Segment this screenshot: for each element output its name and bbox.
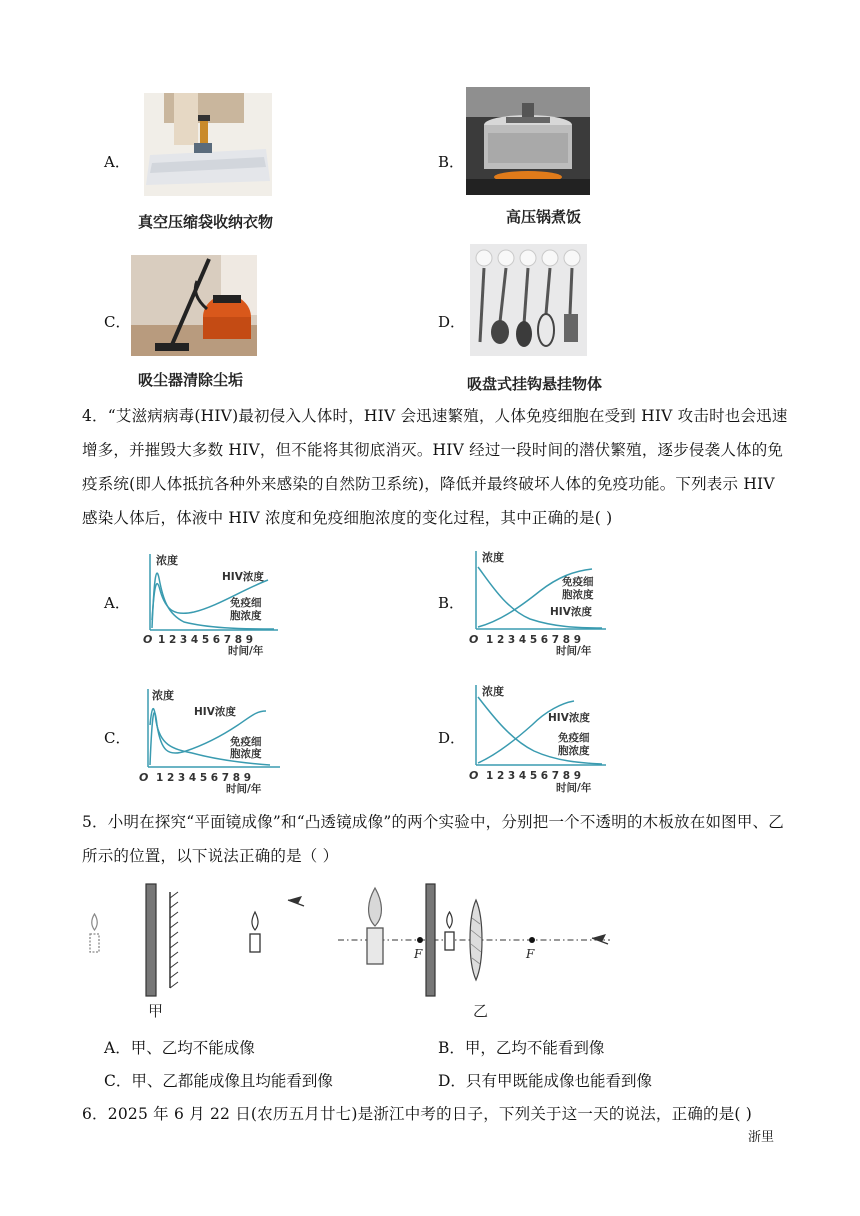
chart-origin: O bbox=[469, 633, 479, 646]
dim-candle-icon bbox=[90, 914, 99, 952]
immune-label-1: 免疫细 bbox=[562, 576, 594, 588]
fig-yi-label: 乙 bbox=[473, 1002, 489, 1020]
q5-line-2: 所示的位置，以下说法正确的是（ ） bbox=[82, 847, 339, 865]
pressure-cooker-photo bbox=[466, 87, 590, 195]
chart-ticks: 1 2 3 4 5 6 7 8 9 bbox=[158, 634, 253, 646]
fig-yi-group bbox=[338, 884, 610, 1020]
focal-label-left: F bbox=[414, 947, 423, 961]
chart-ticks: 1 2 3 4 5 6 7 8 9 bbox=[156, 772, 251, 784]
q3-option-c-letter: C． bbox=[104, 313, 131, 331]
focal-label-right: F bbox=[526, 947, 535, 961]
hiv-label: HIV浓度 bbox=[550, 606, 592, 618]
q4-line-4: 感染人体后，体液中 HIV 浓度和免疫细胞浓度的变化过程，其中正确的是( ) bbox=[82, 509, 613, 527]
q3-option-b-caption: 高压锅煮饭 bbox=[506, 208, 582, 226]
q5-answer-c bbox=[104, 1069, 333, 1091]
chart-ticks: 1 2 3 4 5 6 7 8 9 bbox=[486, 770, 581, 782]
convex-lens bbox=[470, 900, 482, 980]
hiv-label: HIV浓度 bbox=[222, 571, 264, 583]
q6-question: 6．2025 年 6 月 22 日(农历五月廿七)是浙江中考的日子，下列关于这一天的说法，正确的是( ) bbox=[82, 1105, 753, 1123]
immune-label-1: 免疫细 bbox=[230, 597, 262, 609]
chart-ticks: 1 2 3 4 5 6 7 8 9 bbox=[486, 634, 581, 646]
chart-origin: O bbox=[139, 771, 149, 784]
chart-ylabel: 浓度 bbox=[482, 685, 504, 698]
q5-line-1: 5．小明在探究“平面镜成像”和“凸透镜成像”的两个实验中，分别把一个不透明的木板放在如图甲、乙 bbox=[82, 813, 784, 831]
chart-xlabel: 时间/年 bbox=[226, 783, 262, 795]
chart-xlabel: 时间/年 bbox=[228, 645, 264, 657]
q5-figure bbox=[80, 878, 620, 1023]
immune-label-1: 免疫细 bbox=[558, 732, 590, 744]
chart-origin: O bbox=[469, 769, 479, 782]
opaque-board bbox=[146, 884, 156, 996]
immune-label-2: 胞浓度 bbox=[230, 748, 262, 760]
q5-answer-c-text: 甲、乙都能成像且均能看到像 bbox=[131, 1072, 333, 1090]
immune-label-2: 胞浓度 bbox=[562, 589, 594, 601]
footer-text: 浙里 bbox=[748, 1130, 775, 1145]
q4-option-b-letter: B． bbox=[438, 594, 465, 612]
q4-question bbox=[82, 399, 802, 535]
q4-line-1: 4．“艾滋病病毒(HIV)最初侵入人体时，HIV 会迅速繁殖，人体免疫细胞在受到 HIV 攻击时也会迅速 bbox=[82, 407, 788, 425]
q5-answer-a bbox=[104, 1036, 255, 1058]
suction-hooks-photo bbox=[470, 244, 587, 356]
q4-option-a-letter: A． bbox=[104, 594, 130, 612]
eye-icon bbox=[592, 934, 608, 944]
q3-option-d-caption: 吸盘式挂钩悬挂物体 bbox=[467, 375, 603, 393]
q4-line-2: 增多，并摧毁大多数 HIV，但不能将其彻底消灭。HIV 经过一段时间的潜伏繁殖，逐步侵袭人体的免 bbox=[82, 441, 784, 459]
q3-option-a-caption: 真空压缩袋收纳衣物 bbox=[138, 213, 274, 231]
small-candle-icon bbox=[445, 912, 454, 950]
chart-xlabel: 时间/年 bbox=[556, 782, 592, 794]
vacuum-cleaner-photo bbox=[131, 255, 257, 356]
immune-label-2: 胞浓度 bbox=[558, 745, 590, 757]
immune-label-1: 免疫细 bbox=[230, 736, 262, 748]
q5-answer-c-letter: C． bbox=[104, 1072, 132, 1090]
immune-label-2: 胞浓度 bbox=[230, 610, 262, 622]
q5-answer-b bbox=[438, 1036, 604, 1058]
chart-ylabel: 浓度 bbox=[156, 554, 178, 567]
hiv-label: HIV浓度 bbox=[194, 706, 236, 718]
eye-icon bbox=[288, 896, 304, 906]
fig-jia-label: 甲 bbox=[148, 1002, 164, 1020]
focal-point-right bbox=[529, 937, 535, 943]
q3-option-d-letter: D． bbox=[438, 313, 466, 331]
q5-answer-b-text: 甲，乙均不能看到像 bbox=[464, 1039, 605, 1057]
q5-answer-a-text: 甲、乙均不能成像 bbox=[130, 1039, 255, 1057]
opaque-board-yi bbox=[426, 884, 435, 996]
chart-origin: O bbox=[143, 633, 153, 646]
chart-ylabel: 浓度 bbox=[482, 551, 504, 564]
q4-line-3: 疫系统(即人体抵抗各种外来感染的自然防卫系统)，降低并最终破坏人体的免疫功能。下列表示 HIV bbox=[82, 475, 775, 493]
q5-answer-b-letter: B． bbox=[438, 1039, 465, 1057]
chart-ylabel: 浓度 bbox=[152, 689, 174, 702]
focal-point-left bbox=[417, 937, 423, 943]
q4-chart-a bbox=[138, 550, 283, 655]
q4-option-d-letter: D． bbox=[438, 729, 466, 747]
chart-xlabel: 时间/年 bbox=[556, 645, 592, 657]
vacuum-bag-photo bbox=[144, 93, 272, 196]
q3-option-b-letter: B． bbox=[438, 153, 465, 171]
q3-option-c-caption: 吸尘器清除尘垢 bbox=[138, 371, 244, 389]
q5-answer-d-letter: D． bbox=[438, 1072, 466, 1090]
candle-icon bbox=[250, 912, 260, 952]
q5-answer-a-letter: A． bbox=[104, 1039, 131, 1057]
q3-option-a-letter: A． bbox=[104, 153, 130, 171]
hiv-label: HIV浓度 bbox=[548, 712, 590, 724]
large-candle-icon bbox=[367, 888, 383, 964]
q5-answer-d-text: 只有甲既能成像也能看到像 bbox=[465, 1072, 652, 1090]
q5-answer-d bbox=[438, 1069, 652, 1091]
q5-question bbox=[82, 805, 802, 873]
q4-option-c-letter: C． bbox=[104, 729, 131, 747]
fig-jia-group bbox=[90, 884, 304, 1020]
